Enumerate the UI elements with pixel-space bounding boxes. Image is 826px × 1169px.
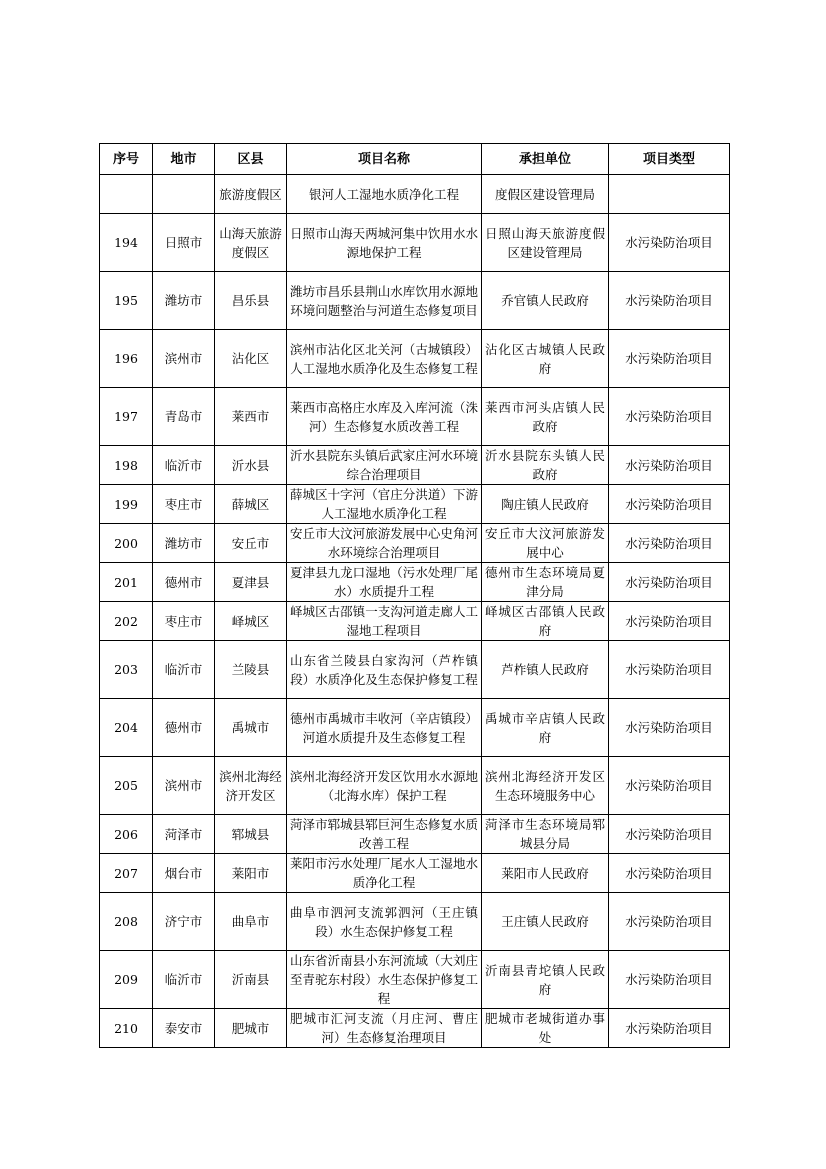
cell-county: 昌乐县 bbox=[215, 272, 287, 330]
cell-type: 水污染防治项目 bbox=[609, 699, 730, 757]
cell-project-name: 峄城区古邵镇一支沟河道走廊人工湿地工程项目 bbox=[287, 602, 482, 641]
cell-project-name: 德州市禹城市丰收河（辛店镇段）河道水质提升及生态修复工程 bbox=[287, 699, 482, 757]
cell-unit: 滨州北海经济开发区生态环境服务中心 bbox=[482, 757, 609, 815]
cell-city: 滨州市 bbox=[153, 330, 215, 388]
cell-county: 沂南县 bbox=[215, 951, 287, 1009]
cell-project-name: 莱阳市污水处理厂尾水人工湿地水质净化工程 bbox=[287, 854, 482, 893]
header-county: 区县 bbox=[215, 144, 287, 175]
cell-no: 204 bbox=[100, 699, 153, 757]
header-city: 地市 bbox=[153, 144, 215, 175]
cell-type: 水污染防治项目 bbox=[609, 272, 730, 330]
cell-no: 203 bbox=[100, 641, 153, 699]
cell-no: 197 bbox=[100, 388, 153, 446]
cell-project-name: 菏泽市郓城县郓巨河生态修复水质改善工程 bbox=[287, 815, 482, 854]
cell-project-name: 曲阜市泗河支流郭泗河（王庄镇段）水生态保护修复工程 bbox=[287, 893, 482, 951]
cell-county: 安丘市 bbox=[215, 524, 287, 563]
header-row bbox=[100, 144, 730, 175]
cell-unit: 莱阳市人民政府 bbox=[482, 854, 609, 893]
cell-unit: 沂南县青坨镇人民政府 bbox=[482, 951, 609, 1009]
cell-county: 曲阜市 bbox=[215, 893, 287, 951]
cell-county: 沾化区 bbox=[215, 330, 287, 388]
cell-city: 临沂市 bbox=[153, 641, 215, 699]
cell-unit: 芦柞镇人民政府 bbox=[482, 641, 609, 699]
cell-type bbox=[609, 175, 730, 214]
cell-city bbox=[153, 175, 215, 214]
table-row bbox=[100, 446, 730, 485]
cell-no: 201 bbox=[100, 563, 153, 602]
table-row bbox=[100, 563, 730, 602]
cell-type: 水污染防治项目 bbox=[609, 602, 730, 641]
table-row bbox=[100, 602, 730, 641]
cell-project-name: 山东省兰陵县白家沟河（芦柞镇段）水质净化及生态保护修复工程 bbox=[287, 641, 482, 699]
cell-county: 薛城区 bbox=[215, 485, 287, 524]
project-table bbox=[99, 143, 730, 1048]
cell-unit: 度假区建设管理局 bbox=[482, 175, 609, 214]
cell-unit: 禹城市辛店镇人民政府 bbox=[482, 699, 609, 757]
cell-project-name: 莱西市高格庄水库及入库河流（洙河）生态修复水质改善工程 bbox=[287, 388, 482, 446]
table-body bbox=[100, 175, 730, 1048]
cell-unit: 莱西市河头店镇人民政府 bbox=[482, 388, 609, 446]
cell-city: 枣庄市 bbox=[153, 602, 215, 641]
cell-project-name: 安丘市大汶河旅游发展中心史角河水环境综合治理项目 bbox=[287, 524, 482, 563]
cell-project-name: 银河人工湿地水质净化工程 bbox=[287, 175, 482, 214]
cell-no: 208 bbox=[100, 893, 153, 951]
cell-county: 沂水县 bbox=[215, 446, 287, 485]
cell-type: 水污染防治项目 bbox=[609, 388, 730, 446]
cell-city: 潍坊市 bbox=[153, 524, 215, 563]
cell-project-name: 肥城市汇河支流（月庄河、曹庄河）生态修复治理项目 bbox=[287, 1009, 482, 1048]
table-row bbox=[100, 815, 730, 854]
cell-unit: 德州市生态环境局夏津分局 bbox=[482, 563, 609, 602]
cell-city: 济宁市 bbox=[153, 893, 215, 951]
cell-project-name: 山东省沂南县小东河流域（大刘庄至青驼东村段）水生态保护修复工程 bbox=[287, 951, 482, 1009]
cell-project-name: 滨州市沾化区北关河（古城镇段）人工湿地水质净化及生态修复工程 bbox=[287, 330, 482, 388]
cell-county: 莱西市 bbox=[215, 388, 287, 446]
cell-county: 旅游度假区 bbox=[215, 175, 287, 214]
header-no: 序号 bbox=[100, 144, 153, 175]
cell-city: 临沂市 bbox=[153, 951, 215, 1009]
cell-unit: 肥城市老城街道办事处 bbox=[482, 1009, 609, 1048]
cell-county: 夏津县 bbox=[215, 563, 287, 602]
cell-no: 200 bbox=[100, 524, 153, 563]
cell-city: 枣庄市 bbox=[153, 485, 215, 524]
cell-no: 202 bbox=[100, 602, 153, 641]
cell-project-name: 薛城区十字河（官庄分洪道）下游人工湿地水质净化工程 bbox=[287, 485, 482, 524]
table-header bbox=[100, 144, 730, 175]
cell-unit: 王庄镇人民政府 bbox=[482, 893, 609, 951]
cell-city: 青岛市 bbox=[153, 388, 215, 446]
cell-unit: 沂水县院东头镇人民政府 bbox=[482, 446, 609, 485]
cell-city: 烟台市 bbox=[153, 854, 215, 893]
cell-project-name: 沂水县院东头镇后武家庄河水环境综合治理项目 bbox=[287, 446, 482, 485]
table-row bbox=[100, 272, 730, 330]
cell-project-name: 潍坊市昌乐县荆山水库饮用水源地环境问题整治与河道生态修复项目 bbox=[287, 272, 482, 330]
cell-county: 兰陵县 bbox=[215, 641, 287, 699]
cell-type: 水污染防治项目 bbox=[609, 563, 730, 602]
table-row bbox=[100, 854, 730, 893]
cell-county: 禹城市 bbox=[215, 699, 287, 757]
table-row bbox=[100, 641, 730, 699]
table-row bbox=[100, 893, 730, 951]
cell-unit: 陶庄镇人民政府 bbox=[482, 485, 609, 524]
cell-type: 水污染防治项目 bbox=[609, 330, 730, 388]
cell-city: 潍坊市 bbox=[153, 272, 215, 330]
cell-type: 水污染防治项目 bbox=[609, 446, 730, 485]
cell-city: 日照市 bbox=[153, 214, 215, 272]
cell-type: 水污染防治项目 bbox=[609, 1009, 730, 1048]
cell-project-name: 滨州北海经济开发区饮用水水源地（北海水库）保护工程 bbox=[287, 757, 482, 815]
cell-no: 196 bbox=[100, 330, 153, 388]
table-row bbox=[100, 388, 730, 446]
table-row bbox=[100, 1009, 730, 1048]
cell-city: 德州市 bbox=[153, 563, 215, 602]
cell-city: 德州市 bbox=[153, 699, 215, 757]
cell-unit: 峄城区古邵镇人民政府 bbox=[482, 602, 609, 641]
cell-city: 临沂市 bbox=[153, 446, 215, 485]
cell-no: 195 bbox=[100, 272, 153, 330]
cell-no: 198 bbox=[100, 446, 153, 485]
cell-type: 水污染防治项目 bbox=[609, 854, 730, 893]
cell-city: 滨州市 bbox=[153, 757, 215, 815]
cell-county: 莱阳市 bbox=[215, 854, 287, 893]
cell-type: 水污染防治项目 bbox=[609, 815, 730, 854]
cell-type: 水污染防治项目 bbox=[609, 951, 730, 1009]
cell-no: 210 bbox=[100, 1009, 153, 1048]
cell-project-name: 日照市山海天两城河集中饮用水水源地保护工程 bbox=[287, 214, 482, 272]
table-row bbox=[100, 330, 730, 388]
cell-unit: 安丘市大汶河旅游发展中心 bbox=[482, 524, 609, 563]
cell-no: 207 bbox=[100, 854, 153, 893]
cell-type: 水污染防治项目 bbox=[609, 485, 730, 524]
cell-unit: 乔官镇人民政府 bbox=[482, 272, 609, 330]
cell-type: 水污染防治项目 bbox=[609, 641, 730, 699]
cell-county: 山海天旅游度假区 bbox=[215, 214, 287, 272]
header-type: 项目类型 bbox=[609, 144, 730, 175]
cell-type: 水污染防治项目 bbox=[609, 214, 730, 272]
cell-no: 205 bbox=[100, 757, 153, 815]
table-row bbox=[100, 524, 730, 563]
header-unit: 承担单位 bbox=[482, 144, 609, 175]
cell-no bbox=[100, 175, 153, 214]
cell-unit: 菏泽市生态环境局郓城县分局 bbox=[482, 815, 609, 854]
cell-project-name: 夏津县九龙口湿地（污水处理厂尾水）水质提升工程 bbox=[287, 563, 482, 602]
table-row bbox=[100, 214, 730, 272]
cell-county: 郓城县 bbox=[215, 815, 287, 854]
cell-county: 滨州北海经济开发区 bbox=[215, 757, 287, 815]
cell-county: 肥城市 bbox=[215, 1009, 287, 1048]
table-row bbox=[100, 485, 730, 524]
cell-no: 199 bbox=[100, 485, 153, 524]
table-row bbox=[100, 699, 730, 757]
header-project-name: 项目名称 bbox=[287, 144, 482, 175]
cell-unit: 沾化区古城镇人民政府 bbox=[482, 330, 609, 388]
cell-unit: 日照山海天旅游度假区建设管理局 bbox=[482, 214, 609, 272]
table-row bbox=[100, 757, 730, 815]
table-row bbox=[100, 175, 730, 214]
cell-county: 峄城区 bbox=[215, 602, 287, 641]
cell-city: 泰安市 bbox=[153, 1009, 215, 1048]
cell-no: 206 bbox=[100, 815, 153, 854]
cell-city: 菏泽市 bbox=[153, 815, 215, 854]
cell-no: 194 bbox=[100, 214, 153, 272]
cell-type: 水污染防治项目 bbox=[609, 524, 730, 563]
cell-type: 水污染防治项目 bbox=[609, 757, 730, 815]
cell-no: 209 bbox=[100, 951, 153, 1009]
cell-type: 水污染防治项目 bbox=[609, 893, 730, 951]
table-row bbox=[100, 951, 730, 1009]
